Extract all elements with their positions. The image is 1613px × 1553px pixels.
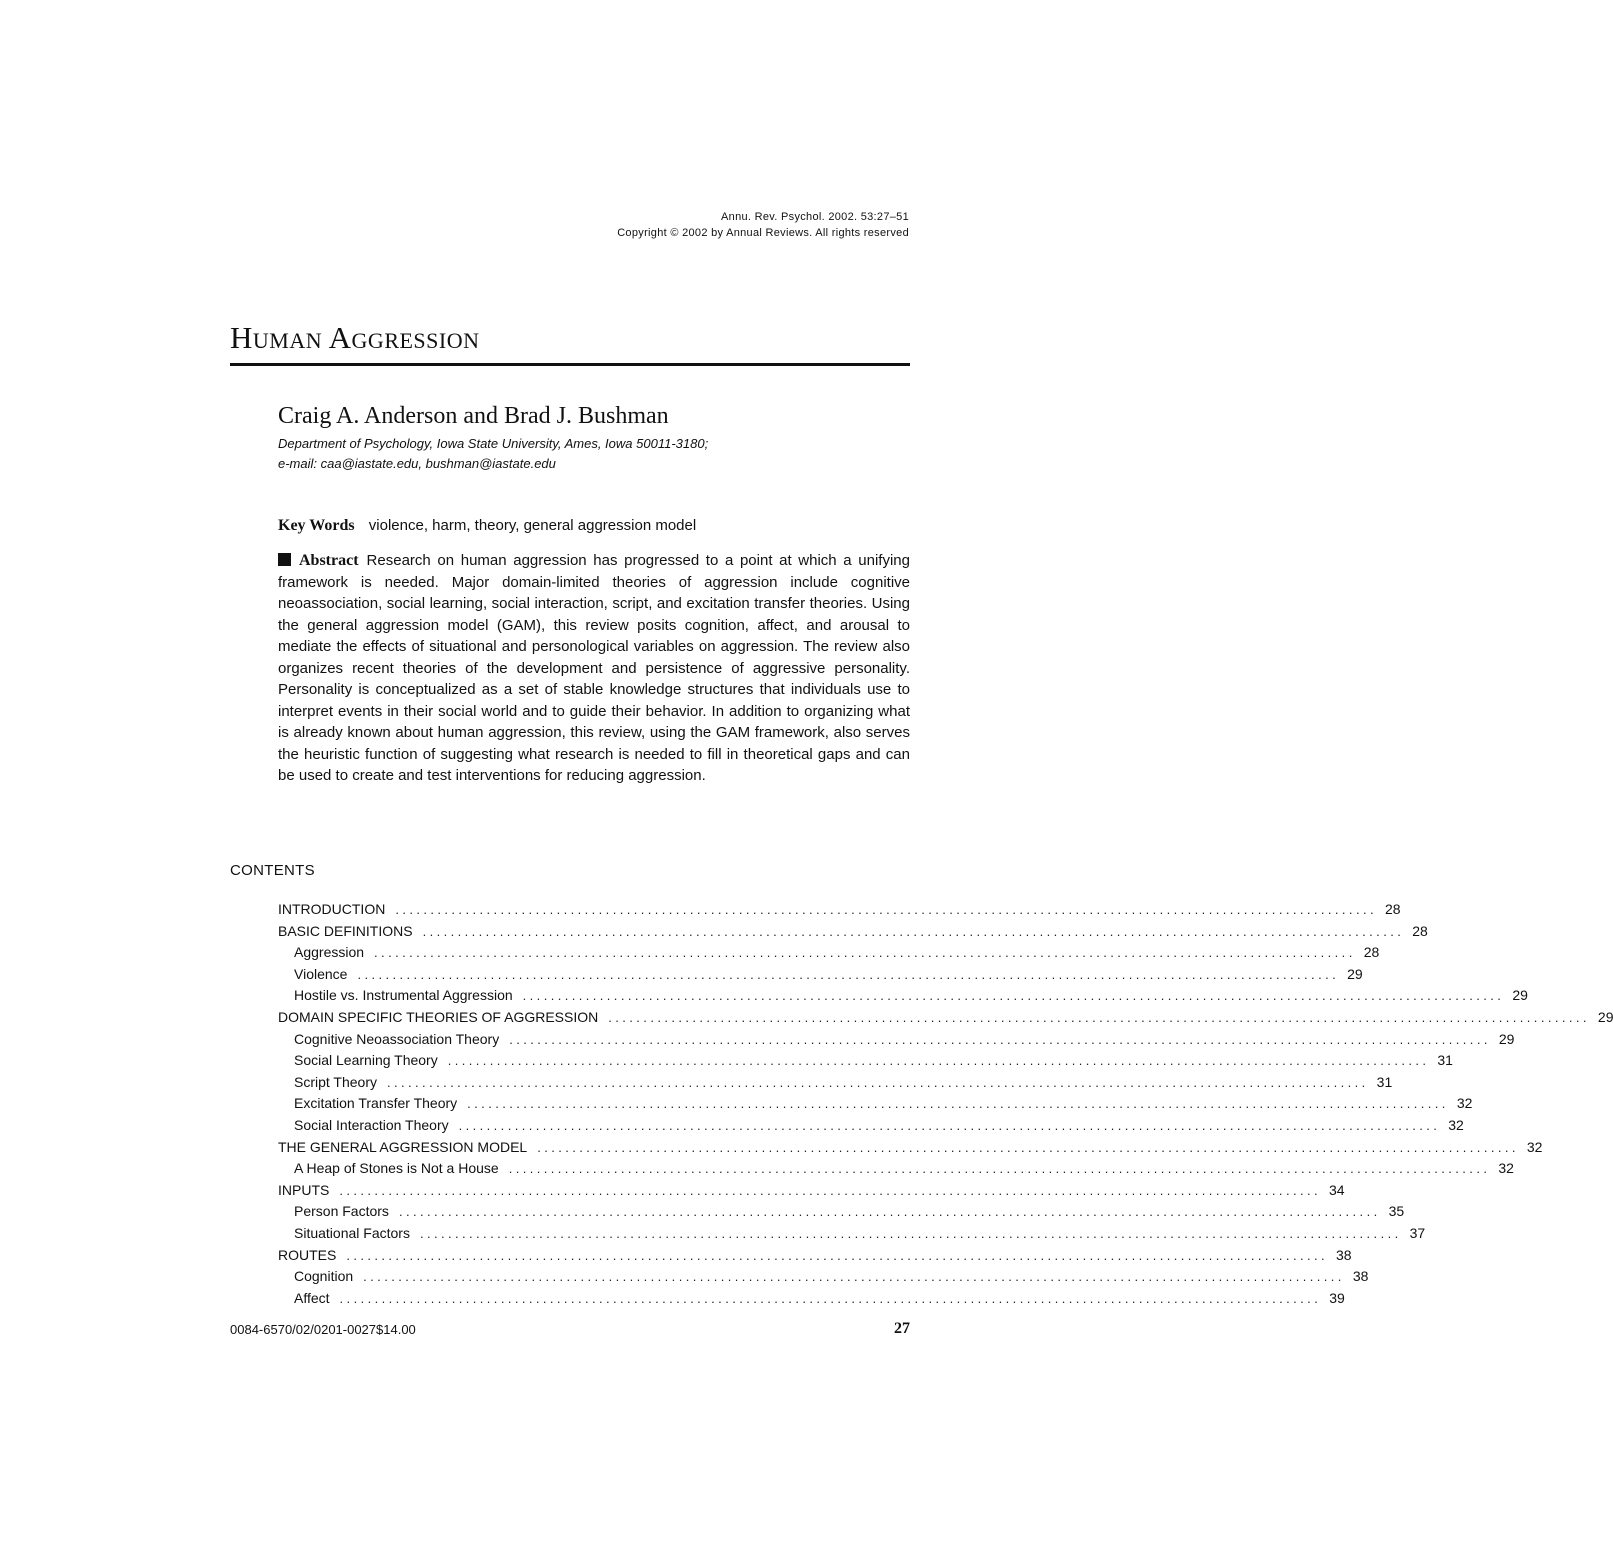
author-affiliation-block [278, 434, 910, 474]
toc-entry-page: 34 [1329, 1181, 1345, 1198]
toc-dot-leader: ............................................................................................................................................ [522, 988, 1505, 1004]
toc-entry[interactable] [278, 1223, 1426, 1245]
toc-entry-label: BASIC DEFINITIONS [278, 922, 413, 939]
toc-entry-label: Excitation Transfer Theory [294, 1095, 458, 1112]
toc-entry-label: Cognition [294, 1268, 354, 1285]
abstract-text: Research on human aggression has progressed to a point at which a unifying framework is needed. Major domain-limited theories of aggression include cognitive neoassociation, social learning, social interaction, script, and excitation transfer theories. Using the general aggression model (GAM), this review posits cognition, affect, and arousal to mediate the effects of situational and personological variables on aggression. The review also organizes recent theories of the development and persistence of aggressive personality. Personality is conceptualized as a set of stable knowledge structures that individuals use to interpret events in their social world and to guide their behavior. In addition to organizing what is already known about human aggression, this review, using the GAM framework, also serves the heuristic function of suggesting what research is needed to fill in theoretical gaps and can be used to create and test interventions for reducing aggression. [278, 552, 910, 784]
toc-entry-page: 31 [1437, 1052, 1453, 1069]
toc-dot-leader: ............................................................................................................................................ [422, 923, 1405, 939]
toc-entry-label: INTRODUCTION [278, 901, 386, 917]
article-authors: Craig A. Anderson and Brad J. Bushman [278, 403, 669, 429]
toc-dot-leader: ............................................................................................................................................ [537, 1139, 1519, 1155]
toc-dot-leader: ............................................................................................................................................ [395, 902, 1377, 917]
toc-entry-label: Hostile vs. Instrumental Aggression [294, 987, 513, 1004]
toc-entry-label: INPUTS [278, 1181, 330, 1198]
toc-entry[interactable] [278, 1288, 1345, 1310]
toc-entry[interactable] [278, 1201, 1405, 1223]
toc-dot-leader: ............................................................................................................................................ [398, 1204, 1381, 1220]
toc-dot-leader: ............................................................................................................................................ [346, 1247, 1328, 1263]
toc-dot-leader: ............................................................................................................................................ [467, 1096, 1449, 1112]
toc-entry-page: 37 [1409, 1224, 1426, 1241]
toc-entry-label: ROUTES [278, 1246, 337, 1263]
toc-entry-page: 32 [1498, 1160, 1514, 1177]
toc-entry-page: 32 [1526, 1138, 1543, 1155]
toc-entry[interactable] [278, 1050, 1453, 1072]
journal-header [617, 209, 909, 241]
toc-entry-label: Cognitive Neoassociation Theory [294, 1030, 500, 1047]
copyright-line: Copyright © 2002 by Annual Reviews. All rights reserved [617, 227, 909, 239]
toc-dot-leader: ............................................................................................................................................ [387, 1074, 1369, 1090]
toc-entry-page: 39 [1329, 1289, 1345, 1306]
toc-entry[interactable] [278, 985, 1528, 1007]
toc-entry-page: 29 [1498, 1030, 1515, 1047]
toc-entry-page: 29 [1512, 987, 1528, 1004]
toc-entry[interactable] [278, 1180, 1345, 1202]
toc-entry-page: 28 [1412, 922, 1428, 939]
toc-entry-label: Script Theory [294, 1073, 377, 1090]
abstract-label: Abstract [299, 552, 359, 569]
keywords-line [278, 514, 696, 538]
toc-entry-label: DOMAIN SPECIFIC THEORIES OF AGGRESSION [278, 1008, 599, 1025]
toc-entry[interactable] [278, 1266, 1369, 1288]
toc-entry[interactable] [278, 1007, 1613, 1029]
toc-entry-page: 32 [1448, 1116, 1464, 1133]
toc-entry-label: Person Factors [294, 1203, 389, 1220]
square-bullet-icon [278, 553, 291, 566]
footer-code: 0084-6570/02/0201-0027$14.00 [230, 1322, 416, 1337]
toc-entry-page: 32 [1456, 1095, 1473, 1112]
keywords-text: violence, harm, theory, general aggression model [368, 517, 697, 534]
toc-entry[interactable] [278, 899, 1401, 921]
toc-dot-leader: ............................................................................................................................................ [509, 1031, 1491, 1047]
author-email: e-mail: caa@iastate.edu, bushman@iastate.edu [278, 456, 556, 471]
toc-dot-leader: ............................................................................................................................................ [339, 1182, 1321, 1198]
toc-dot-leader: ............................................................................................................................................ [363, 1269, 1345, 1285]
toc-entry-label: Situational Factors [294, 1224, 410, 1241]
toc-entry-page: 38 [1336, 1246, 1352, 1263]
toc-entry[interactable] [278, 921, 1428, 943]
toc-entry[interactable] [278, 964, 1363, 986]
contents-heading: CONTENTS [230, 862, 315, 879]
title-rule [230, 363, 910, 366]
toc-entry[interactable] [278, 1115, 1464, 1137]
toc-entry[interactable] [278, 1137, 1543, 1159]
toc-entry-page: 28 [1363, 944, 1380, 961]
toc-dot-leader: ............................................................................................................................................ [339, 1290, 1322, 1306]
toc-entry-label: Aggression [294, 944, 365, 961]
toc-entry-page: 28 [1384, 901, 1401, 917]
toc-entry-page: 38 [1352, 1268, 1369, 1285]
toc-entry[interactable] [278, 1072, 1393, 1094]
toc-dot-leader: ............................................................................................................................................ [447, 1053, 1430, 1069]
toc-entry-label: Violence [294, 965, 348, 982]
toc-entry-page: 31 [1376, 1073, 1393, 1090]
abstract-block [278, 550, 910, 787]
toc-entry-label: THE GENERAL AGGRESSION MODEL [278, 1138, 528, 1155]
page-number: 27 [894, 1320, 910, 1337]
toc-entry-label: Affect [294, 1289, 330, 1306]
toc-entry-page: 35 [1388, 1203, 1405, 1220]
toc-entry-label: A Heap of Stones is Not a House [294, 1160, 499, 1177]
toc-entry-label: Social Learning Theory [294, 1052, 438, 1069]
toc-entry[interactable] [278, 1029, 1515, 1051]
table-of-contents [278, 899, 1613, 1309]
toc-dot-leader: ............................................................................................................................................ [357, 966, 1340, 982]
toc-entry-page: 29 [1597, 1008, 1613, 1025]
toc-dot-leader: ............................................................................................................................................ [508, 1161, 1491, 1177]
toc-entry[interactable] [278, 1158, 1514, 1180]
toc-entry[interactable] [278, 942, 1380, 964]
toc-dot-leader: ............................................................................................................................................ [608, 1009, 1590, 1025]
article-title: Human Aggression [230, 320, 480, 355]
journal-citation: Annu. Rev. Psychol. 2002. 53:27–51 [721, 211, 909, 223]
toc-entry-page: 29 [1347, 965, 1363, 982]
toc-dot-leader: ............................................................................................................................................ [458, 1117, 1441, 1133]
toc-entry-label: Social Interaction Theory [294, 1116, 449, 1133]
toc-entry[interactable] [278, 1093, 1473, 1115]
toc-entry[interactable] [278, 1245, 1352, 1267]
keywords-label: Key Words [278, 517, 355, 534]
toc-dot-leader: ............................................................................................................................................ [374, 945, 1356, 961]
toc-dot-leader: ............................................................................................................................................ [419, 1225, 1402, 1241]
affiliation: Department of Psychology, Iowa State University, Ames, Iowa 50011-3180; [278, 436, 709, 451]
